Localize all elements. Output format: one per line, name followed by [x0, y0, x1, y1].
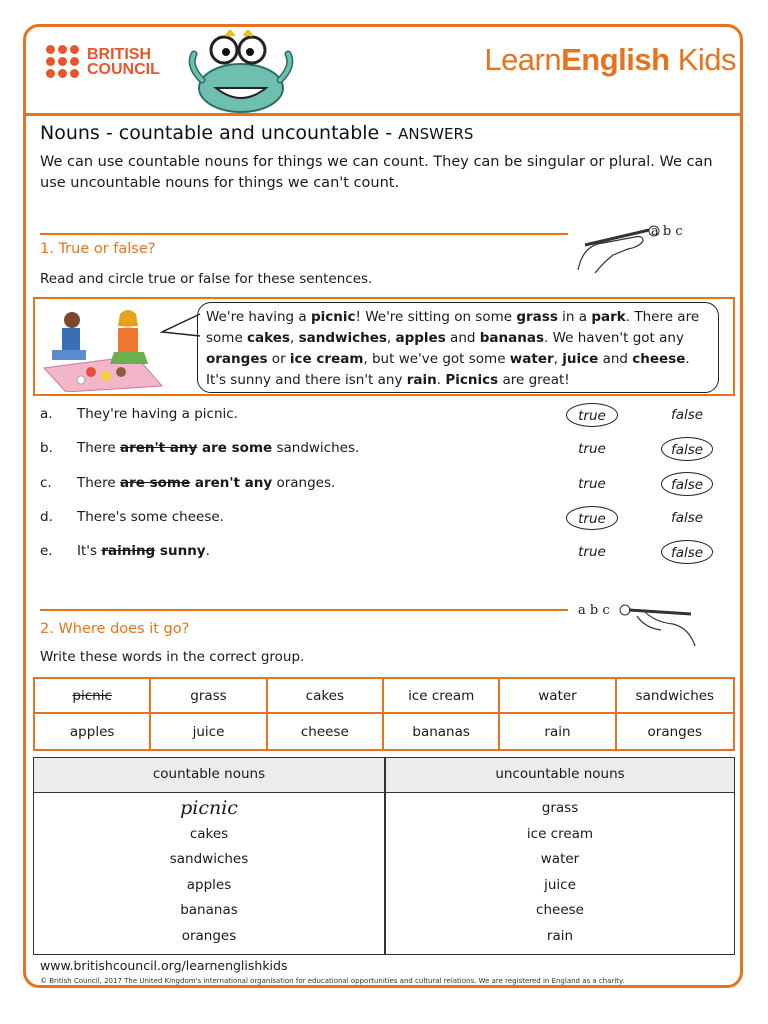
section1-rule [40, 233, 568, 235]
story-text: and [598, 351, 633, 367]
bc-line2: COUNCIL [87, 60, 160, 78]
story-text: and [445, 330, 480, 346]
question-letter: d. [40, 508, 53, 525]
sorted-word: water [540, 851, 580, 868]
question-letter: c. [40, 474, 52, 491]
story-keyword: oranges [206, 351, 268, 367]
footer-url[interactable]: www.britishcouncil.org/learnenglishkids [40, 958, 288, 973]
section2-title: 2. Where does it go? [40, 621, 190, 637]
story-text: , but we've got some [363, 351, 510, 367]
section1-abc: a b c [651, 224, 683, 239]
section2-abc: a b c [578, 603, 610, 618]
header-rule [26, 113, 740, 116]
sorted-word: bananas [180, 902, 238, 919]
story-text: , [289, 330, 299, 346]
learnenglish-kids-logo: LearnEnglish Kids [484, 42, 736, 77]
question-text: There's some cheese. [77, 508, 224, 525]
logo-dots-icon [46, 45, 79, 78]
true-option[interactable]: true [566, 506, 618, 530]
question-letter: e. [40, 543, 53, 560]
writing-hand-icon-2 [615, 598, 705, 650]
story-keyword: picnic [310, 309, 356, 325]
struck-word: aren't any [119, 440, 198, 457]
intro-text: We can use countable nouns for things we can count. They can be singular or plural. We can use uncountable nouns for things we can't count. [40, 154, 713, 191]
question-text: It's raining sunny. [77, 543, 210, 560]
story-keyword: grass [516, 309, 558, 325]
speech-tail-icon [160, 310, 202, 340]
question-row [40, 506, 740, 530]
story-keyword: cakes [247, 330, 290, 346]
word-cell: water [500, 679, 616, 714]
sorted-word: oranges [181, 927, 237, 944]
story-text: . It's sunny and there isn't any [206, 351, 690, 388]
word-cell: cheese [268, 714, 384, 749]
word-cell: oranges [647, 723, 703, 740]
question-row [40, 437, 740, 461]
true-option[interactable]: true [578, 475, 606, 492]
struck-word: raining [101, 543, 156, 560]
false-option[interactable]: false [670, 509, 704, 526]
story-text: . There are some [206, 309, 700, 346]
word-cell: cakes [268, 679, 384, 714]
corrected-word: are some [197, 440, 273, 457]
false-option[interactable]: false [661, 437, 713, 461]
sorting-table [33, 757, 735, 955]
section1-instruction: Read and circle true or false for these sentences. [40, 271, 373, 287]
true-option[interactable]: true [578, 441, 606, 458]
word-cell: sandwiches [617, 679, 733, 714]
sorted-word: apples [186, 876, 232, 893]
story-text: , [553, 351, 563, 367]
question-text: There are some aren't any oranges. [77, 474, 336, 491]
footer-copyright: © British Council, 2017 The United Kingdom's international organisation for educational opportunities and cultural relations. We are registered in England as a charity. [40, 977, 625, 985]
story-text: , [386, 330, 396, 346]
sorted-word: sandwiches [169, 851, 249, 868]
story-text: We're having a [206, 309, 311, 325]
story-text: . [436, 372, 446, 388]
question-text: There aren't any are some sandwiches. [77, 440, 360, 457]
page-title: Nouns - countable and uncountable - ANSWERS [40, 122, 474, 144]
uncountable-column [385, 796, 735, 950]
sorted-word: cheese [536, 902, 584, 919]
question-text: They're having a picnic. [77, 406, 238, 422]
false-option[interactable]: false [661, 472, 713, 496]
sorted-word: picnic [180, 797, 238, 819]
word-cell: ice cream [384, 679, 500, 714]
story-keyword: bananas [479, 330, 544, 346]
sorted-word: rain [546, 927, 574, 944]
sorted-word: ice cream [526, 825, 594, 842]
question-letter: a. [40, 406, 53, 422]
speech-bubble-text [197, 302, 719, 393]
word-cell: rain [500, 714, 616, 749]
story-keyword: Picnics [445, 372, 499, 388]
word-cell: apples [35, 714, 151, 749]
story-keyword: apples [395, 330, 446, 346]
story-keyword: cheese [632, 351, 686, 367]
sorted-word: juice [544, 876, 576, 893]
false-option[interactable]: false [670, 407, 704, 423]
question-letter: b. [40, 440, 53, 457]
story-text: are great! [498, 372, 570, 388]
word-bank [33, 677, 735, 751]
question-row [40, 403, 740, 427]
story-keyword: sandwiches [298, 330, 387, 346]
story-text: in a [557, 309, 592, 325]
section2-rule [40, 609, 568, 611]
false-option[interactable]: false [661, 540, 713, 564]
corrected-word: sunny [155, 543, 206, 560]
countable-column [34, 796, 384, 950]
true-option[interactable]: true [578, 544, 606, 561]
monster-mascot-icon [186, 30, 296, 115]
story-keyword: water [509, 351, 554, 367]
story-keyword: juice [562, 351, 599, 367]
bc-line1: BRITISH [87, 45, 151, 63]
section1-title: 1. True or false? [40, 241, 156, 257]
struck-word: are some [119, 474, 191, 491]
word-cell: picnic [35, 679, 151, 714]
story-text: ! We're sitting on some [355, 309, 517, 325]
story-keyword: ice cream [289, 351, 364, 367]
section2-instruction: Write these words in the correct group. [40, 649, 305, 665]
true-option[interactable]: true [566, 403, 618, 427]
story-text: . We haven't got any [544, 330, 684, 346]
story-keyword: park [591, 309, 626, 325]
word-cell: grass [151, 679, 267, 714]
sorted-word: grass [541, 800, 579, 816]
british-council-logo [46, 45, 160, 78]
corrected-word: aren't any [190, 474, 273, 491]
story-text: or [267, 351, 290, 367]
word-cell: juice [151, 714, 267, 749]
question-row [40, 540, 740, 564]
story-keyword: rain [406, 372, 437, 388]
sorted-word: cakes [189, 825, 229, 842]
word-cell: bananas [384, 714, 500, 749]
uncountable-header: uncountable nouns [495, 766, 625, 782]
countable-header: countable nouns [152, 766, 266, 782]
picnic-illustration-icon [36, 306, 166, 392]
question-row [40, 472, 740, 496]
